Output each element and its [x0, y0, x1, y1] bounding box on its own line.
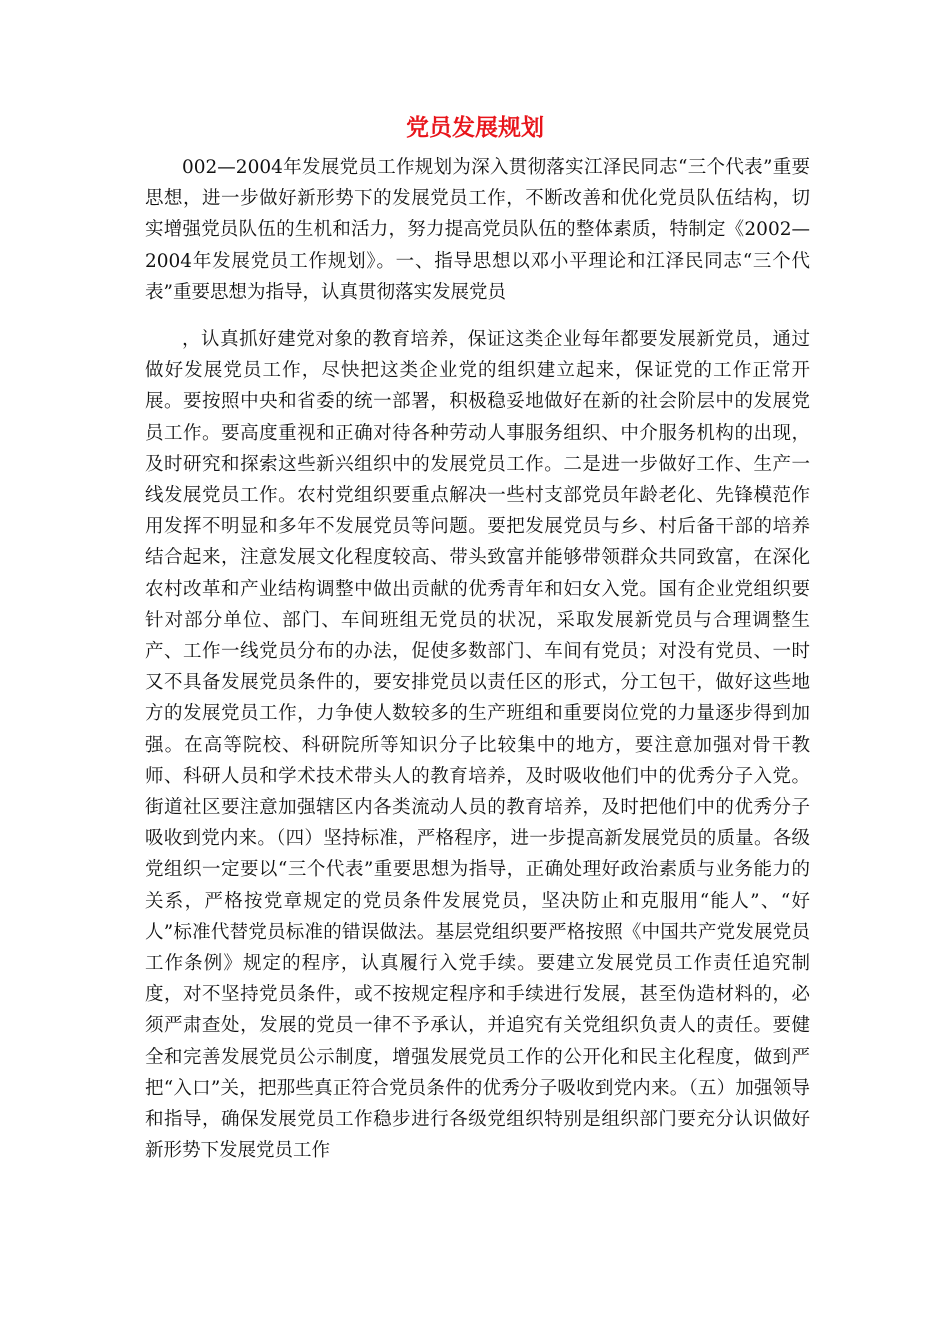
paragraph-intro: 002—2004年发展党员工作规划为深入贯彻落实江泽民同志“三个代表”重要思想，进一步做好新形势下的发展党员工作，不断改善和优化党员队伍结构，切实增强党员队伍的生机和活力，努力提高党员队伍的整体素质，特制定《2002—2004年发展党员工作规划》。一、指导思想以邓小平理论和江泽民同志“三个代表”重要思想为指导，认真贯彻落实发展党员: [145, 157, 810, 303]
paragraph-body: ，认真抓好建党对象的教育培养，保证这类企业每年都要发展新党员，通过做好发展党员工作，尽快把这类企业党的组织建立起来，保证党的工作正常开展。要按照中央和省委的统一部署，积极稳妥地做好在新的社会阶层中的发展党员工作。要高度重视和正确对待各种劳动人事服务组织、中介服务机构的出现，及时研究和探索这些新兴组织中的发展党员工作。二是进一步做好工作、生产一线发展党员工作。农村党组织要重点解决一些村支部党员年龄老化、先锋模范作用发挥不明显和多年不发展党员等问题。要把发展党员与乡、村后备干部的培养结合起来，注意发展文化程度较高、带头致富并能够带领群众共同致富，在深化农村改革和产业结构调整中做出贡献的优秀青年和妇女入党。国有企业党组织要针对部分单位、部门、车间班组无党员的状况，采取发展新党员与合理调整生产、工作一线党员分布的办法，促使多数部门、车间有党员；对没有党员、一时又不具备发展党员条件的，要安排党员以责任区的形式，分工包干，做好这些地方的发展党员工作，力争使人数较多的生产班组和重要岗位党的力量逐步得到加强。在高等院校、科研院所等知识分子比较集中的地方，要注意加强对骨干教师、科研人员和学术技术带头人的教育培养，及时吸收他们中的优秀分子入党。街道社区要注意加强辖区内各类流动人员的教育培养，及时把他们中的优秀分子吸收到党内来。（四）坚持标准，严格程序，进一步提高新发展党员的质量。各级党组织一定要以“三个代表”重要思想为指导，正确处理好政治素质与业务能力的关系，严格按党章规定的党员条件发展党员，坚决防止和克服用“能人”、“好人”标准代替党员标准的错误做法。基层党组织要严格按照《中国共产党发展党员工作条例》规定的程序，认真履行入党手续。要建立发展党员工作责任追究制度，对不坚持党员条件，或不按规定程序和手续进行发展，甚至伪造材料的，必须严肃查处，发展的党员一律不予承认，并追究有关党组织负责人的责任。要健全和完善发展党员公示制度，增强发展党员工作的公开化和民主化程度，做到严把“入口”关，把那些真正符合党员条件的优秀分子吸收到党内来。（五）加强领导和指导，确保发展党员工作稳步进行各级党组织特别是组织部门要充分认识做好新形势下发展党员工作: [145, 329, 810, 1162]
document-title: 党员发展规划: [406, 115, 544, 141]
